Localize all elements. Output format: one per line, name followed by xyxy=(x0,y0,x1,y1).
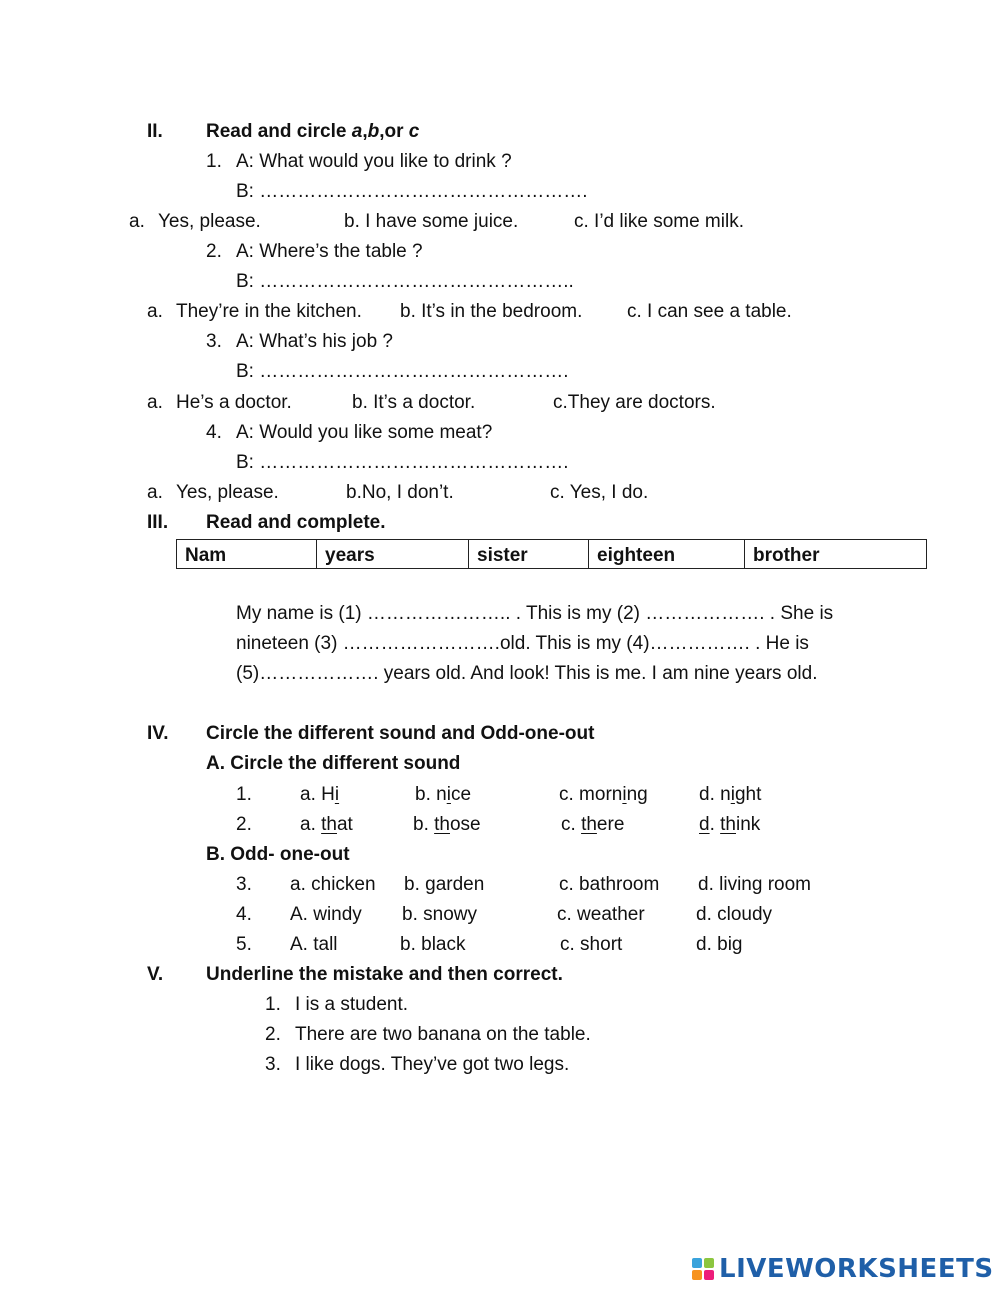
sound-item: d. night xyxy=(699,784,762,805)
odd-item: A. tall xyxy=(290,934,338,955)
word-bank-cell: brother xyxy=(745,540,927,569)
passage-line-1: My name is (1) ………………….. . This is my (2) ………………. . She is xyxy=(236,603,834,624)
odd-item: d. cloudy xyxy=(696,904,773,925)
mistake-item-1-number: 1. xyxy=(265,994,281,1015)
question-2-number: 2. xyxy=(206,241,222,262)
odd-item: b. snowy xyxy=(402,904,477,925)
passage-line-3: (5)………………. years old. And look! This is me. I am nine years old. xyxy=(236,663,818,684)
question-4-option-b: b.No, I don’t. xyxy=(346,482,454,503)
liveworksheets-logo-icon xyxy=(692,1258,714,1280)
word-bank-cell: Nam xyxy=(177,540,317,569)
question-1-option-c: c. I’d like some milk. xyxy=(574,211,744,232)
sound-item: a. that xyxy=(300,814,353,835)
mistake-item-2: There are two banana on the table. xyxy=(295,1024,591,1045)
word-bank-cell: eighteen xyxy=(589,540,745,569)
sound-item: b. nice xyxy=(415,784,472,805)
sound-row-1-number: 1. xyxy=(236,784,252,805)
odd-item: a. chicken xyxy=(290,874,376,895)
sound-item: d. think xyxy=(699,814,761,835)
section-5-numeral: V. xyxy=(147,964,164,985)
question-2-option-b: b. It’s in the bedroom. xyxy=(400,301,583,322)
section-2-title: Read and circle a,b,or c xyxy=(206,121,420,142)
section-4-numeral: IV. xyxy=(147,723,169,744)
odd-row-4-number: 4. xyxy=(236,904,252,925)
odd-item: b. garden xyxy=(404,874,485,895)
mistake-item-3-number: 3. xyxy=(265,1054,281,1075)
mistake-item-2-number: 2. xyxy=(265,1024,281,1045)
section-2-numeral: II. xyxy=(147,121,163,142)
word-bank-table xyxy=(176,539,927,569)
section-3-numeral: III. xyxy=(147,512,169,533)
logo-text: LIVEWORKSHEETS xyxy=(719,1254,994,1284)
question-3-number: 3. xyxy=(206,331,222,352)
liveworksheets-logo xyxy=(692,1254,994,1284)
odd-row-5-number: 5. xyxy=(236,934,252,955)
question-4-number: 4. xyxy=(206,422,222,443)
sound-item: c. morning xyxy=(559,784,648,805)
sound-item: b. those xyxy=(413,814,481,835)
section-4-title: Circle the different sound and Odd-one-out xyxy=(206,723,595,744)
odd-item: c. bathroom xyxy=(559,874,660,895)
sound-item: c. there xyxy=(561,814,625,835)
odd-item: c. short xyxy=(560,934,623,955)
question-2-prompt: A: Where’s the table ? xyxy=(236,241,423,262)
odd-item: d. big xyxy=(696,934,743,955)
odd-item: A. windy xyxy=(290,904,362,925)
question-3-option-c: c.They are doctors. xyxy=(553,392,716,413)
question-3-option-a-label: a. xyxy=(147,392,163,413)
part-b-title: B. Odd- one-out xyxy=(206,844,350,865)
question-3-option-b: b. It’s a doctor. xyxy=(352,392,476,413)
question-3-option-a: He’s a doctor. xyxy=(176,392,292,413)
odd-item: c. weather xyxy=(557,904,645,925)
word-bank-cell: sister xyxy=(469,540,589,569)
question-2-option-c: c. I can see a table. xyxy=(627,301,792,322)
question-4-prompt: A: Would you like some meat? xyxy=(236,422,493,443)
question-2-option-a: They’re in the kitchen. xyxy=(176,301,362,322)
question-4-answer-blank: B: …………………………………………. xyxy=(236,452,569,473)
question-1-option-b: b. I have some juice. xyxy=(344,211,519,232)
question-1-prompt: A: What would you like to drink ? xyxy=(236,151,512,172)
mistake-item-3: I like dogs. They’ve got two legs. xyxy=(295,1054,570,1075)
odd-row-3-number: 3. xyxy=(236,874,252,895)
part-a-title: A. Circle the different sound xyxy=(206,753,461,774)
question-3-prompt: A: What’s his job ? xyxy=(236,331,394,352)
question-1-option-a: Yes, please. xyxy=(158,211,261,232)
question-4-option-a: Yes, please. xyxy=(176,482,279,503)
word-bank-row xyxy=(177,540,927,569)
mistake-item-1: I is a student. xyxy=(295,994,409,1015)
question-2-option-a-label: a. xyxy=(147,301,163,322)
sound-row-2-number: 2. xyxy=(236,814,252,835)
odd-item: d. living room xyxy=(698,874,811,895)
odd-item: b. black xyxy=(400,934,466,955)
word-bank-cell: years xyxy=(317,540,469,569)
question-4-option-a-label: a. xyxy=(147,482,163,503)
section-3-title: Read and complete. xyxy=(206,512,386,533)
question-3-answer-blank: B: …………………………………………. xyxy=(236,361,569,382)
question-1-option-a-label: a. xyxy=(129,211,145,232)
question-1-number: 1. xyxy=(206,151,222,172)
sound-item: a. Hi xyxy=(300,784,340,805)
question-4-option-c: c. Yes, I do. xyxy=(550,482,649,503)
passage-line-2: nineteen (3) …………………….old. This is my (4)……………. . He is xyxy=(236,633,809,654)
question-2-answer-blank: B: ………………………………………….. xyxy=(236,271,574,292)
section-5-title: Underline the mistake and then correct. xyxy=(206,964,563,985)
question-1-answer-blank: B: ……………………………………………. xyxy=(236,181,588,202)
